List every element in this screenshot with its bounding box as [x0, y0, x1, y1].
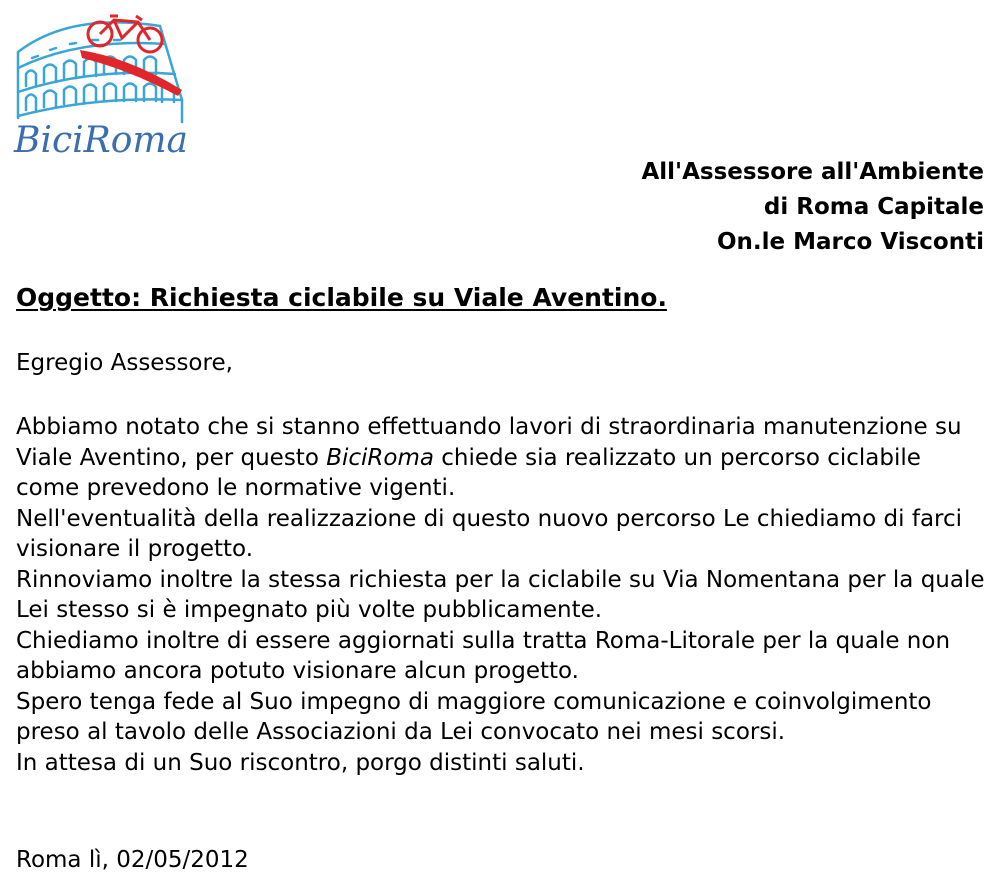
paragraph-1-part-2: chiede sia realizzato un percorso ciclabile come prevedono le normative vigenti.: [16, 444, 921, 501]
subject-heading: Oggetto: Richiesta ciclabile su Viale Aventino.: [16, 283, 667, 312]
recipient-block: [641, 155, 984, 260]
logo-text: BiciRoma: [14, 120, 189, 160]
biciroma-name-italic: BiciRoma: [326, 444, 434, 471]
greeting: Egregio Assessore,: [16, 350, 233, 376]
recipient-line-2: di Roma Capitale: [763, 194, 984, 220]
paragraph-5: Spero tenga fede al Suo impegno di maggiore comunicazione e coinvolgimento preso al tavolo delle Associazioni da Lei convocato nei mesi scorsi.: [16, 688, 932, 745]
paragraph-3: Rinnoviamo inoltre la stessa richiesta per la ciclabile su Via Nomentana per la quale Lei stesso si è impegnato più volte pubblicamente.: [16, 566, 985, 623]
place-date: Roma lì, 02/05/2012: [16, 847, 249, 873]
recipient-line-3: On.le Marco Visconti: [716, 229, 984, 255]
letter-body: [16, 412, 991, 778]
paragraph-4: Chiediamo inoltre di essere aggiornati sulla tratta Roma-Litorale per la quale non abbiamo ancora potuto visionare alcun progetto.: [16, 627, 951, 684]
colosseum-bicycle-logo-icon: [10, 10, 190, 160]
recipient-line-1: All'Assessore all'Ambiente: [641, 159, 984, 185]
biciroma-logo: [10, 10, 190, 160]
paragraph-1-part-1: Abbiamo notato che si stanno effettuando lavori di straordinaria manutenzione su Viale Aventino, per questo: [16, 414, 962, 471]
paragraph-2: Nell'eventualità della realizzazione di questo nuovo percorso Le chiediamo di farci visionare il progetto.: [16, 505, 963, 562]
paragraph-1: [16, 412, 991, 504]
paragraph-6: In attesa di un Suo riscontro, porgo distinti saluti.: [16, 749, 585, 776]
